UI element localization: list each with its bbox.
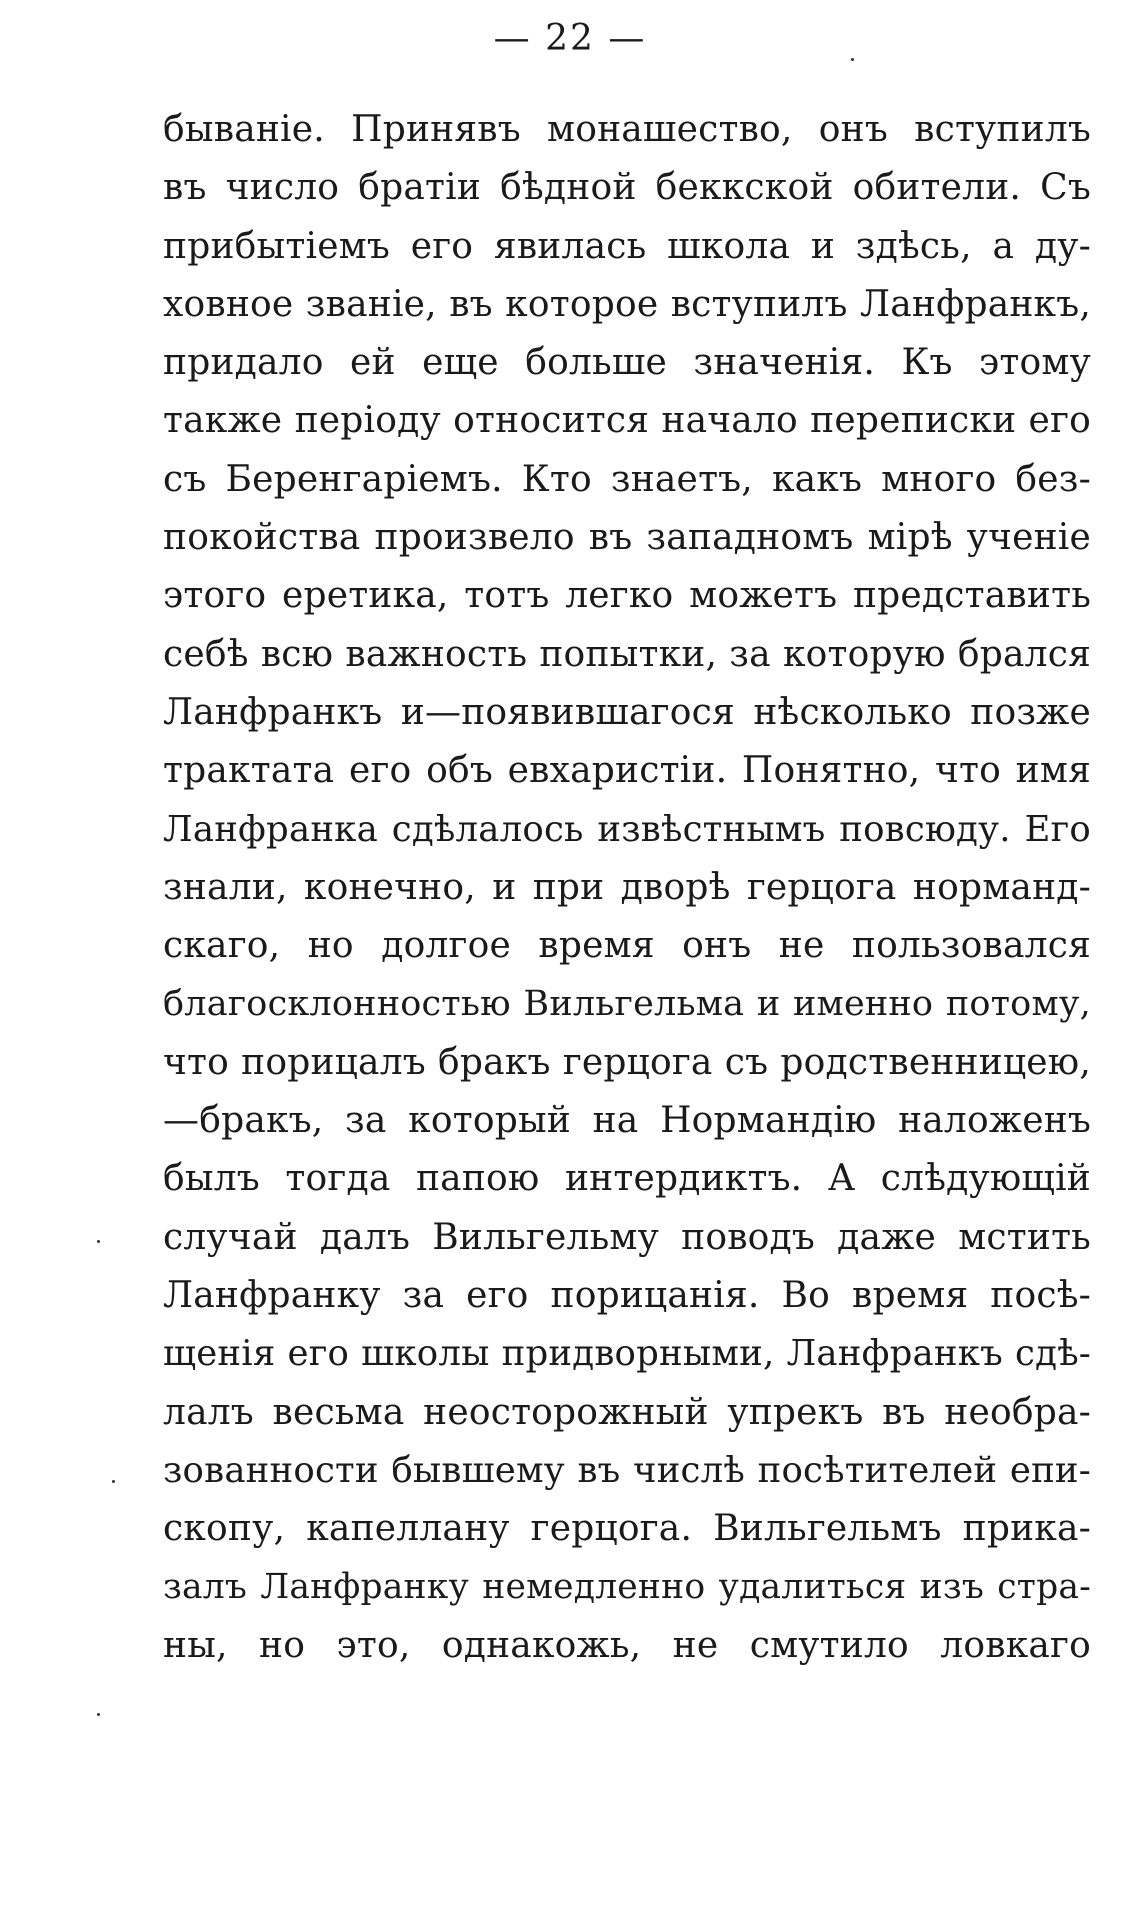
scan-speck — [112, 1480, 115, 1483]
text-line: прибытіемъ его явилась школа и здѣсь, а ду- — [163, 225, 1091, 267]
text-line: себѣ всю важность попытки, за которую брался — [163, 633, 1091, 675]
text-line: трактата его объ евхаристіи. Понятно, что имя — [163, 750, 1091, 792]
text-line: былъ тогда папою интердиктъ. А слѣдующій — [163, 1158, 1091, 1200]
text-line: благосклонностью Вильгельма и именно потому, — [163, 984, 1091, 1025]
text-line: что порицалъ бракъ герцога съ родственницею, — [163, 1041, 1091, 1083]
text-line: также періоду относится начало переписки его — [163, 400, 1091, 442]
text-line: въ число братіи бѣдной беккской обители. Съ — [163, 167, 1091, 209]
text-line: Ланфранкъ и—появившагося нѣсколько позже — [163, 691, 1091, 733]
text-line: залъ Ланфранку немедленно удалиться изъ стра- — [163, 1567, 1091, 1608]
text-line: ны, но это, однакожь, не смутило ловкаго — [163, 1624, 1091, 1666]
text-line: бываніе. Принявъ монашество, онъ вступилъ — [163, 109, 1091, 150]
text-line: лалъ весьма неосторожный упрекъ въ необра- — [163, 1391, 1091, 1433]
text-line: придало ей еще больше значенія. Къ этому — [163, 342, 1091, 384]
text-line: покойства произвело въ западномъ мірѣ ученіе — [163, 517, 1091, 559]
body-text — [163, 101, 1091, 1675]
text-line: щенія его школы придворными, Ланфранкъ сдѣ- — [163, 1333, 1091, 1375]
text-line: случай далъ Вильгельму поводъ даже мстить — [163, 1216, 1091, 1258]
scan-speck — [97, 1240, 100, 1243]
text-line: этого еретика, тотъ легко можетъ представить — [163, 575, 1091, 617]
scan-speck — [97, 1713, 100, 1716]
text-line: знали, конечно, и при дворѣ герцога норманд- — [163, 866, 1091, 908]
page-number: — 22 — — [493, 18, 647, 59]
text-line: Ланфранка сдѣлалось извѣстнымъ повсюду. Его — [163, 808, 1091, 850]
text-line: зованности бывшему въ числѣ посѣтителей епи- — [163, 1449, 1091, 1491]
text-line: Ланфранку за его порицанія. Во время посѣ- — [163, 1274, 1091, 1316]
text-line: ховное званіе, въ которое вступилъ Ланфранкъ, — [163, 283, 1091, 325]
text-line: —бракъ, за который на Нормандію наложенъ — [163, 1100, 1091, 1142]
scan-speck — [851, 58, 854, 61]
text-line: скопу, капеллану герцога. Вильгельмъ прика- — [163, 1508, 1091, 1550]
text-line: съ Беренгаріемъ. Кто знаетъ, какъ много без- — [163, 458, 1091, 500]
text-line: скаго, но долгое время онъ не пользовался — [163, 925, 1091, 967]
